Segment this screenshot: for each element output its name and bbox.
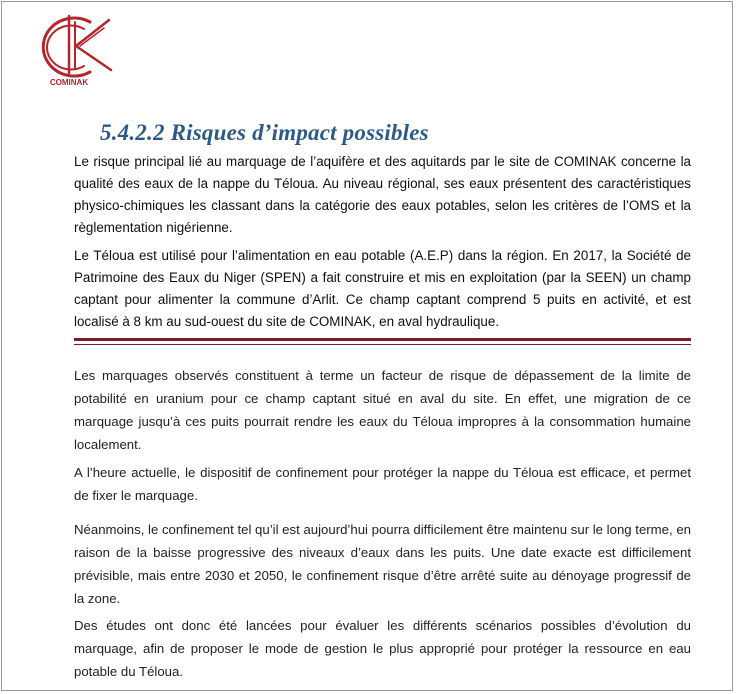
- section-title: Risques d’impact possibles: [170, 120, 429, 145]
- logo-text: COMINAK: [49, 78, 89, 87]
- paragraph-5: Néanmoins, le confinement tel qu’il est aujourd’hui pourra difficilement être maintenu sur le long terme, en raison de la baisse progressive des niveaux d’eaux dans les puits. Une date exacte est difficilement prévisible, mais entre 2030 et 2050, le confinement risque d’être arrêté suite au dénoyage progressif de la zone.: [74, 522, 691, 606]
- section-heading: [100, 120, 429, 146]
- paragraph-4: A l’heure actuelle, le dispositif de confinement pour protéger la nappe du Téloua est efficace, et permet de fixer le marquage.: [74, 465, 691, 503]
- paragraph-3: Les marquages observés constituent à terme un facteur de risque de dépassement de la limite de potabilité en uranium pour ce champ captant situé en aval du site. En effet, une migration de ce marquage jusqu’à ces puits pourrait rendre les eaux du Téloua impropres à la consommation humaine localement.: [74, 368, 691, 452]
- cominak-logo: [12, 10, 138, 90]
- section-separator-thin: [74, 344, 691, 345]
- section-separator-thick: [74, 338, 691, 341]
- paragraph-1: Le risque principal lié au marquage de l’aquifère et des aquitards par le site de COMINAK concerne la qualité des eaux de la nappe du Téloua. Au niveau régional, ses eaux présentent des caractéristiques physico-chimiques les classant dans la catégorie des eaux potables, selon les critères de l’OMS et la règlementation nigérienne.: [74, 154, 691, 235]
- section-number: 5.4.2.2: [100, 120, 165, 145]
- paragraph-2: Le Téloua est utilisé pour l’alimentation en eau potable (A.E.P) dans la région. En 2017, la Société de Patrimoine des Eaux du Niger (SPEN) a fait construire et mis en exploitation (par la SEEN) un champ captant pour alimenter la commune d’Arlit. Ce champ captant comprend 5 puits en activité, et est localisé à 8 km au sud-ouest du site de COMINAK, en aval hydraulique.: [74, 248, 691, 329]
- paragraph-6: Des études ont donc été lancées pour évaluer les différents scénarios possibles d’évolution du marquage, afin de proposer le mode de gestion le plus approprié pour protéger la ressource en eau potable du Téloua.: [74, 618, 691, 679]
